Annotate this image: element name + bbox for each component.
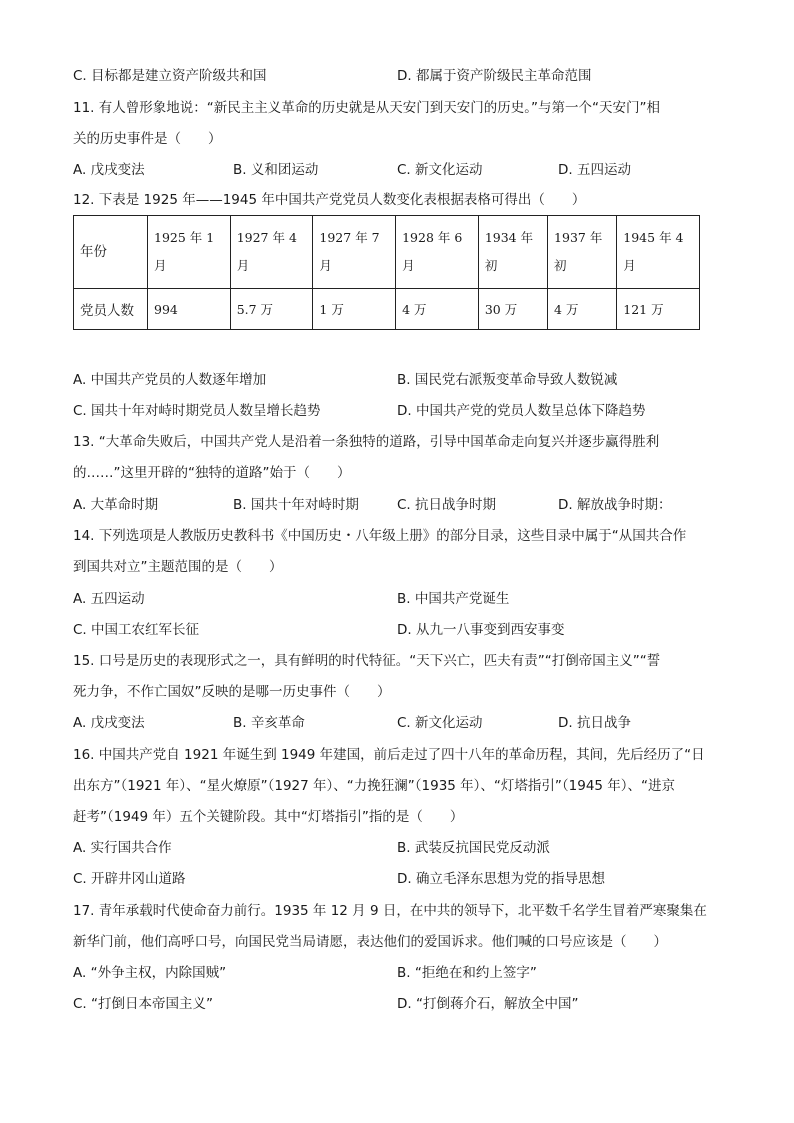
table-value-cell: 5.7 万 [230,289,313,330]
q17-option-b[interactable]: B. “拒绝在和约上签字” [397,965,537,981]
table-header-row [74,216,700,289]
q14-stem-line2: 到国共对立”主题范围的是（ ） [73,559,283,575]
q14-option-d[interactable]: D. 从九一八事变到西安事变 [397,622,565,638]
q13-option-b[interactable]: B. 国共十年对峙时期 [233,497,359,513]
q16-option-d[interactable]: D. 确立毛泽东思想为党的指导思想 [397,871,605,887]
q15-stem-line1: 15. 口号是历史的表现形式之一，具有鲜明的时代特征。“天下兴亡，匹夫有责”“打倒帝国主义”“誓 [73,653,661,669]
q17-option-d[interactable]: D. “打倒蒋介石，解放全中国” [397,996,579,1012]
q16-stem-line1: 16. 中国共产党自 1921 年诞生到 1949 年建国，前后走过了四十八年的革命历程，其间，先后经历了“日 [73,747,705,763]
q15-option-a[interactable]: A. 戊戌变法 [73,715,145,731]
table-value-cell: 121 万 [617,289,700,330]
q10-option-d[interactable]: D. 都属于资产阶级民主革命范围 [397,68,592,84]
table-value-cell: 4 万 [548,289,617,330]
table-header-label: 年份 [74,216,148,289]
q11-option-b[interactable]: B. 义和团运动 [233,162,319,178]
table-year-cell: 1927 年 7 月 [313,216,396,289]
table-value-label: 党员人数 [74,289,148,330]
q14-option-a[interactable]: A. 五四运动 [73,591,145,607]
q12-option-c[interactable]: C. 国共十年对峙时期党员人数呈增长趋势 [73,403,321,419]
q17-option-c[interactable]: C. “打倒日本帝国主义” [73,996,213,1012]
q13-stem-line2: 的……”这里开辟的“独特的道路”始于（ ） [73,465,351,481]
q12-option-a[interactable]: A. 中国共产党员的人数逐年增加 [73,372,267,388]
q14-option-c[interactable]: C. 中国工农红军长征 [73,622,200,638]
table-year-cell: 1928 年 6 月 [396,216,479,289]
q15-option-b[interactable]: B. 辛亥革命 [233,715,305,731]
q16-option-c[interactable]: C. 开辟井冈山道路 [73,871,186,887]
table-year-cell: 1937 年 初 [548,216,617,289]
table-year-cell: 1925 年 1 月 [148,216,231,289]
table-value-cell: 994 [148,289,231,330]
party-membership-table [73,215,700,330]
q11-stem-line2: 关的历史事件是（ ） [73,131,222,147]
q15-option-c[interactable]: C. 新文化运动 [397,715,483,731]
q14-option-b[interactable]: B. 中国共产党诞生 [397,591,510,607]
q13-option-d[interactable]: D. 解放战争时期： [558,497,672,513]
q10-option-c[interactable]: C. 目标都是建立资产阶级共和国 [73,68,267,84]
q15-stem-line2: 死力争，不作亡国奴”反映的是哪一历史事件（ ） [73,684,391,700]
q12-option-b[interactable]: B. 国民党右派叛变革命导致人数锐减 [397,372,618,388]
q16-option-b[interactable]: B. 武装反抗国民党反动派 [397,840,550,856]
table-value-cell: 30 万 [478,289,547,330]
q17-option-a[interactable]: A. “外争主权，内除国贼” [73,965,227,981]
q13-option-c[interactable]: C. 抗日战争时期 [397,497,497,513]
q16-option-a[interactable]: A. 实行国共合作 [73,840,172,856]
table-year-cell: 1945 年 4 月 [617,216,700,289]
q12-stem: 12. 下表是 1925 年——1945 年中国共产党党员人数变化表根据表格可得出（ ） [73,192,586,208]
q16-stem-line2: 出东方”（1921 年）、“星火燎原”（1927 年）、“力挽狂澜”（1935 年）、“灯塔指引”（1945 年）、“进京 [73,778,676,794]
q17-stem-line1: 17. 青年承载时代使命奋力前行。1935 年 12 月 9 日，在中共的领导下，北平数千名学生冒着严寒聚集在 [73,903,707,919]
table-year-cell: 1934 年 初 [478,216,547,289]
q11-option-c[interactable]: C. 新文化运动 [397,162,483,178]
q11-stem-line1: 11. 有人曾形象地说：“新民主主义革命的历史就是从天安门到天安门的历史。”与第一个“天安门”相 [73,100,660,116]
q16-stem-line3: 赶考”（1949 年）五个关键阶段。其中“灯塔指引”指的是（ ） [73,809,464,825]
q17-stem-line2: 新华门前，他们高呼口号，向国民党当局请愿，表达他们的爱国诉求。他们喊的口号应该是（ ） [73,934,667,950]
q12-option-d[interactable]: D. 中国共产党的党员人数呈总体下降趋势 [397,403,646,419]
q13-option-a[interactable]: A. 大革命时期 [73,497,159,513]
q13-stem-line1: 13. “大革命失败后，中国共产党人是沿着一条独特的道路，引导中国革命走向复兴并逐步赢得胜利 [73,434,660,450]
table-year-cell: 1927 年 4 月 [230,216,313,289]
table-value-cell: 4 万 [396,289,479,330]
q11-option-a[interactable]: A. 戊戌变法 [73,162,145,178]
q11-option-d[interactable]: D. 五四运动 [558,162,631,178]
table-value-cell: 1 万 [313,289,396,330]
q15-option-d[interactable]: D. 抗日战争 [558,715,631,731]
table-value-row [74,289,700,330]
q14-stem-line1: 14. 下列选项是人教版历史教科书《中国历史・八年级上册》的部分目录，这些目录中属于“从国共合作 [73,528,687,544]
